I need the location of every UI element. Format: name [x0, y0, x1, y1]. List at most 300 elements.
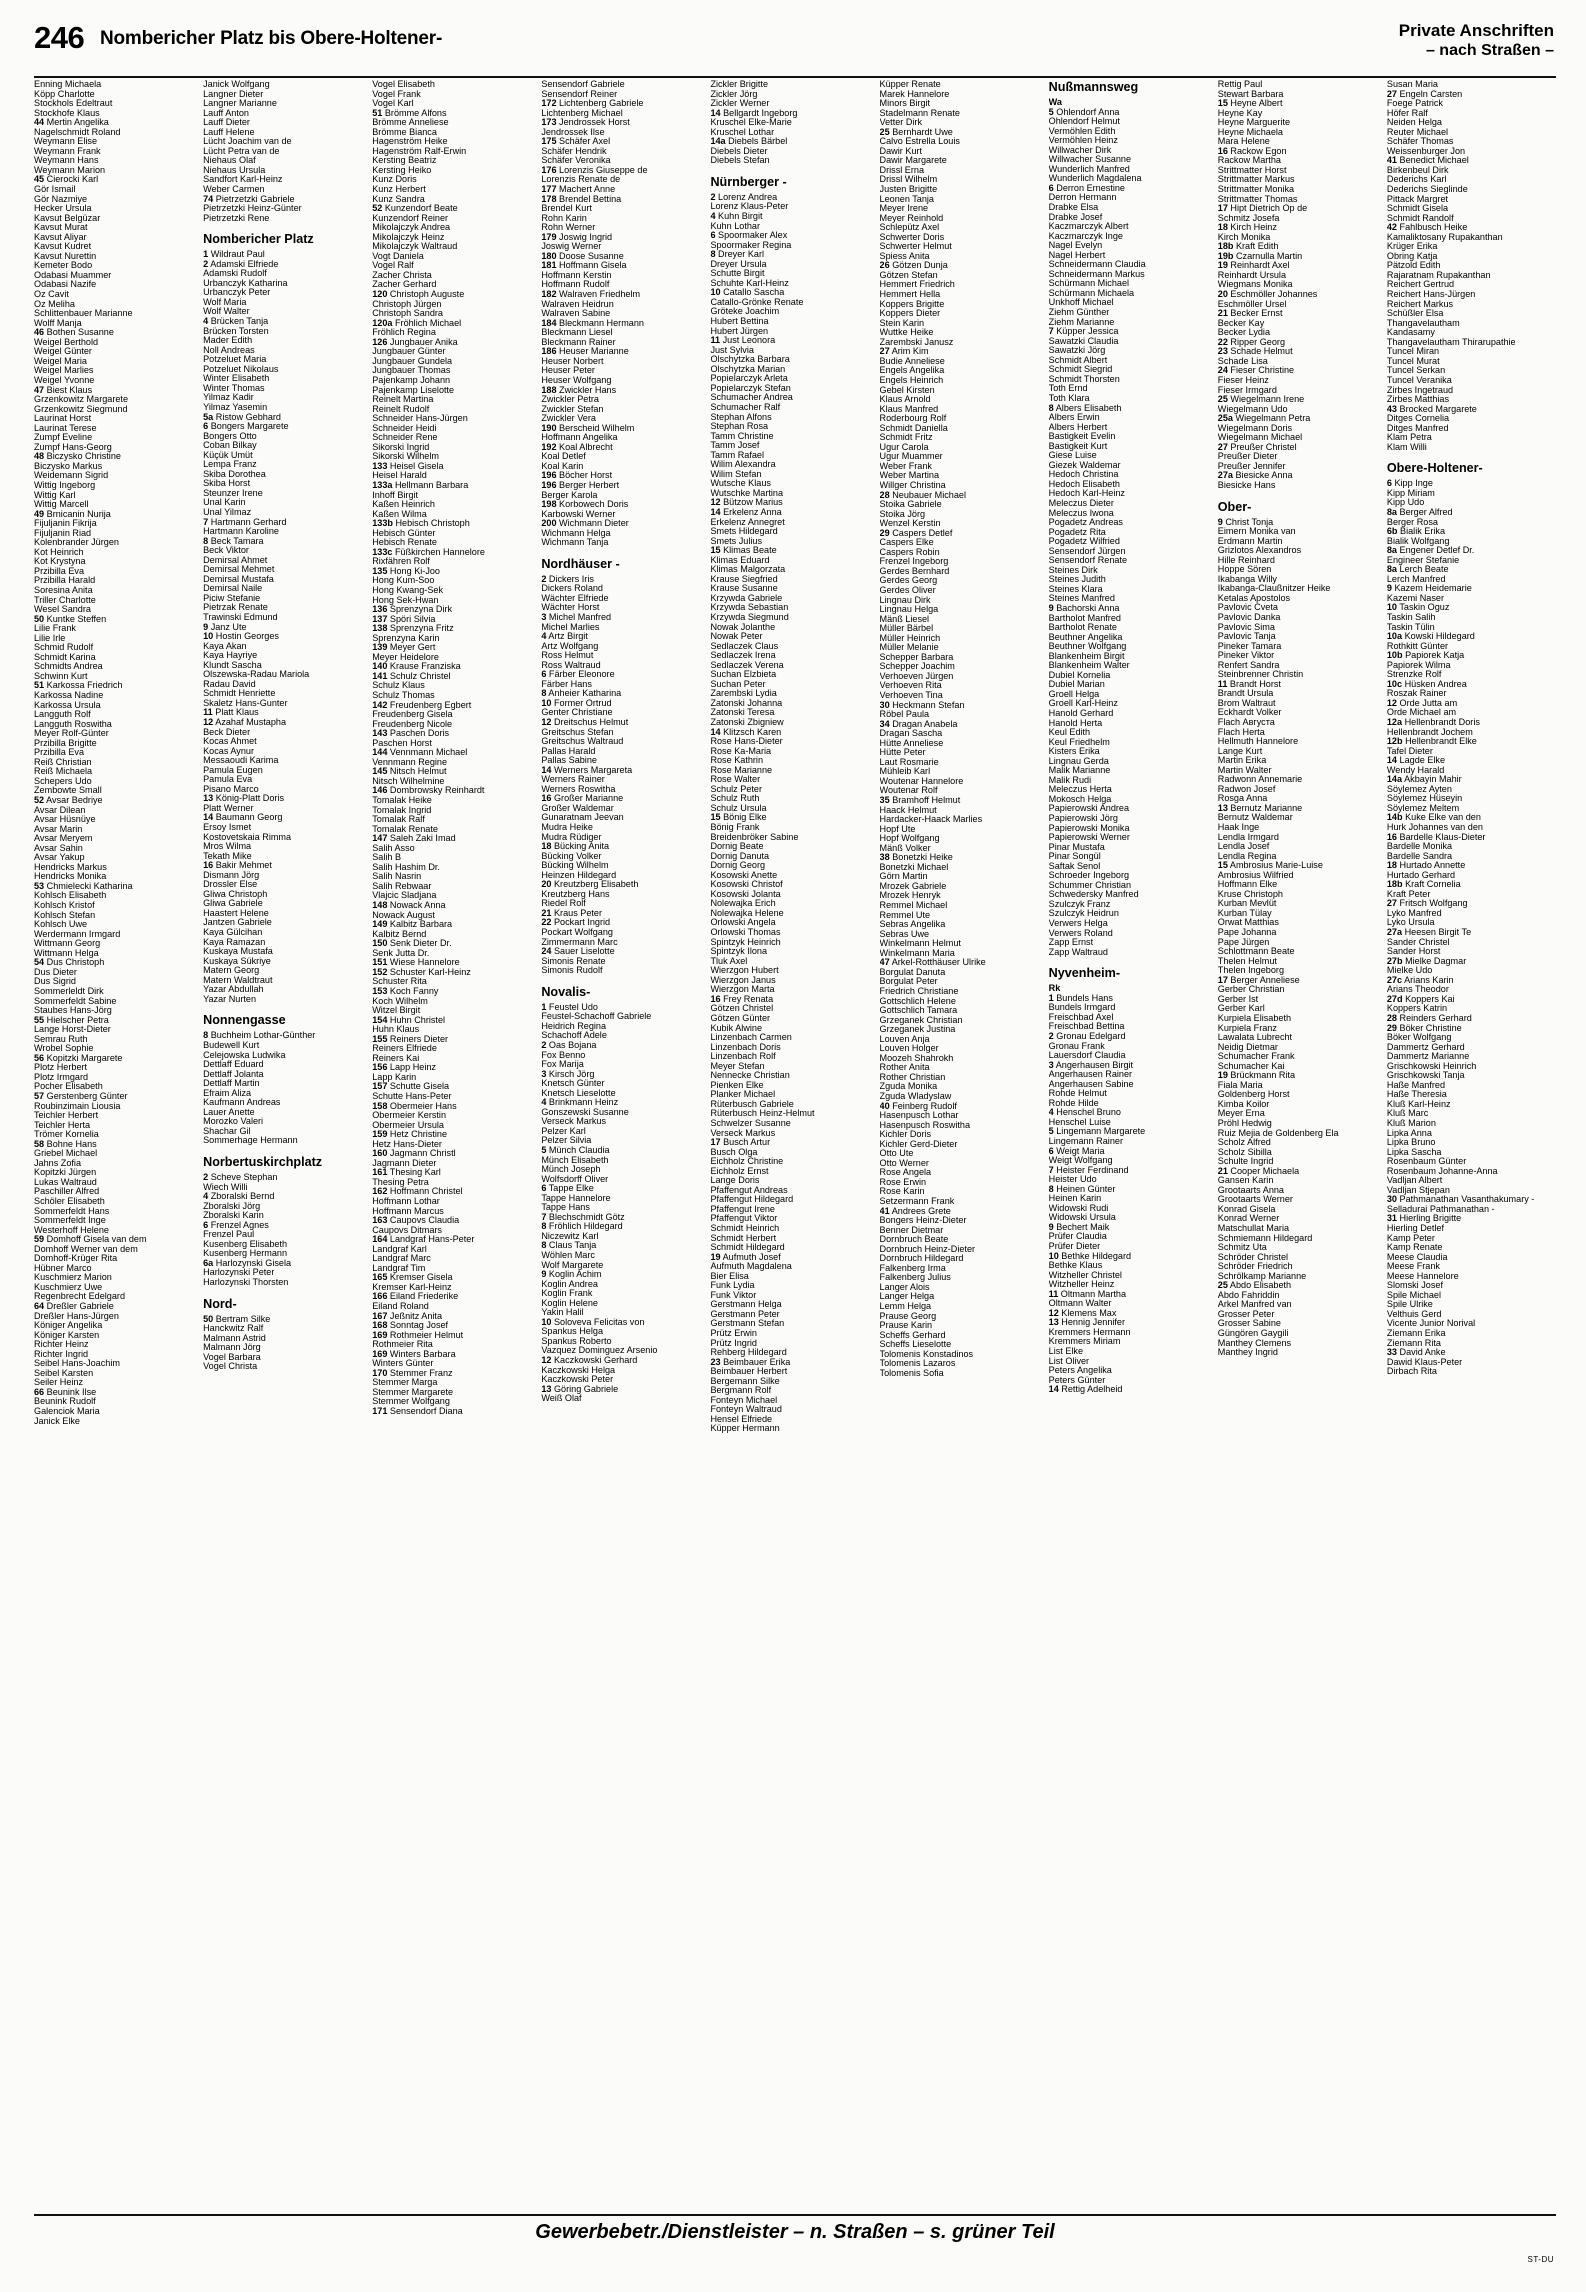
directory-entry: Zboralski Karin	[203, 1211, 264, 1221]
directory-entry: Dragan Sascha	[879, 729, 943, 739]
directory-entry: Grosser Peter	[1217, 1309, 1275, 1319]
directory-entry: Gonszewski Susanne	[541, 1107, 629, 1117]
directory-entry: 8 Anheier Katharina	[541, 689, 622, 699]
directory-entry: Haastert Helene	[203, 908, 269, 918]
directory-entry: Salih Hashim Dr.	[372, 862, 440, 872]
directory-entry: Verwers Helga	[1048, 919, 1108, 929]
directory-entry: 35 Bramhoff Helmut	[879, 796, 961, 806]
directory-entry: 44 Mertin Angelika	[34, 118, 109, 128]
directory-entry: 164 Landgraf Hans-Peter	[372, 1235, 475, 1245]
directory-entry: Seiler Heinz	[34, 1378, 84, 1388]
directory-entry: Kopitzki Jürgen	[34, 1168, 97, 1178]
directory-entry: Roubinzimain Liousia	[34, 1101, 121, 1111]
directory-entry: Hardacker-Haack Marlies	[879, 815, 983, 825]
header-section-label: Private Anschriften	[1398, 21, 1554, 40]
directory-entry: Kaczmarczyk Albert	[1048, 222, 1129, 232]
directory-entry: Linzenbach Rolf	[710, 1052, 776, 1062]
directory-entry: Eckhardt Volker	[1217, 708, 1282, 718]
directory-entry: Kuhn Lothar	[710, 221, 760, 231]
directory-entry: Malmann Jörg	[203, 1343, 261, 1353]
directory-entry: Vlajcic Sladjana	[372, 891, 437, 901]
directory-entry: 18b Kraft Edith	[1217, 242, 1279, 252]
directory-entry: Pfaffengut Hildegard	[710, 1195, 794, 1205]
directory-entry: Lingnau Gerda	[1048, 756, 1109, 766]
directory-entry: Kuskaya Sükriye	[203, 956, 271, 966]
directory-entry: Richter Heinz	[34, 1340, 89, 1350]
directory-entry: Engels Angelika	[879, 366, 945, 376]
directory-entry: Vermöhlen Edith	[1048, 126, 1116, 136]
directory-entry: Hopf Ute	[879, 824, 916, 834]
directory-entry: Grischkowski Tanja	[1386, 1071, 1465, 1081]
directory-entry: 58 Bohne Hans	[34, 1139, 97, 1149]
directory-entry: Celejowska Ludwika	[203, 1050, 286, 1060]
directory-entry: 136 Sprenzyna Dirk	[372, 605, 453, 615]
directory-entry: 7 Küpper Jessica	[1048, 327, 1119, 337]
directory-entry: Bergmann Rolf	[710, 1386, 772, 1396]
directory-entry: Pavlovic Danka	[1217, 612, 1281, 622]
directory-entry: Klimas Malgorzata	[710, 565, 786, 575]
directory-entry: Keul Edith	[1048, 728, 1091, 738]
directory-entry: 12 Kaczkowski Gerhard	[541, 1356, 638, 1365]
directory-entry: Heuser Peter	[541, 366, 595, 376]
directory-entry: 133 Heisel Gisela	[372, 461, 444, 471]
directory-entry: 190 Berscheid Wilhelm	[541, 423, 635, 433]
directory-entry: Lyko Manfred	[1386, 908, 1442, 918]
directory-entry: Münch Joseph	[541, 1165, 601, 1175]
directory-entry: 9 Kazem Heidemarie	[1386, 584, 1472, 594]
directory-entry: 8 Heinen Günter	[1048, 1184, 1116, 1194]
directory-entry: Werners Rainer	[541, 775, 605, 785]
directory-entry: Lukas Waltraud	[34, 1177, 97, 1187]
directory-entry: Haße Manfred	[1386, 1080, 1445, 1090]
directory-entry: Schürmann Michaela	[1048, 288, 1135, 298]
directory-entry: Nennecke Christian	[710, 1071, 790, 1081]
directory-entry: Zirbes Matthias	[1386, 395, 1450, 405]
directory-entry: Scheffs Gerhard	[879, 1330, 946, 1340]
directory-entry: 13 Bernutz Marianne	[1217, 803, 1303, 813]
directory-entry: 154 Huhn Christel	[372, 1015, 446, 1025]
directory-entry: Wierzgon Janus	[710, 975, 776, 985]
directory-entry: Strittmatter Monika	[1217, 185, 1295, 195]
directory-entry: Ziehm Günther	[1048, 308, 1110, 318]
directory-entry: Kazemi Naser	[1386, 593, 1444, 603]
directory-entry: Grootaarts Anna	[1217, 1185, 1284, 1195]
directory-entry: Rosga Anna	[1217, 794, 1268, 804]
directory-entry: Pfaffengut Viktor	[710, 1214, 778, 1224]
directory-entry: Biczysko Markus	[34, 461, 103, 471]
directory-entry: Kandasamy	[1386, 328, 1435, 338]
directory-entry: Wächter Horst	[541, 603, 600, 613]
directory-entry: Aufmuth Magdalena	[710, 1262, 792, 1272]
directory-entry: Drissl Erna	[879, 165, 925, 175]
directory-entry: Zumpf Eveline	[34, 433, 93, 443]
directory-entry: Werdermann Irmgard	[34, 929, 121, 939]
directory-entry: 12a Hellenbrandt Doris	[1386, 718, 1480, 727]
directory-entry: Fieser Heinz	[1217, 375, 1269, 385]
directory-entry: Müller Heinrich	[879, 633, 941, 643]
directory-entry: Bernutz Waldemar	[1217, 813, 1293, 823]
directory-entry: Heister Udo	[1048, 1175, 1097, 1185]
directory-entry: Nolewajka Erich	[710, 899, 776, 909]
directory-entry: Wutschke Martina	[710, 488, 784, 498]
directory-entry: Pfaffengut Irene	[710, 1204, 775, 1214]
directory-entry: Flach Herta	[1217, 727, 1265, 737]
directory-entry: Mühleib Karl	[879, 767, 931, 777]
directory-sheet	[34, 18, 1556, 2266]
directory-column	[1218, 80, 1387, 2212]
directory-entry: Rackow Martha	[1217, 156, 1281, 166]
directory-entry: Schmidt Daniella	[879, 423, 948, 433]
directory-entry: Zapp Waltraud	[1048, 947, 1108, 957]
directory-entry: Paschiller Alfred	[34, 1187, 100, 1197]
directory-entry: Vetter Dirk	[879, 118, 922, 128]
directory-entry: Bethke Klaus	[1048, 1261, 1103, 1271]
directory-entry: Stemmer Margarete	[372, 1387, 454, 1397]
directory-column	[541, 80, 710, 2212]
directory-entry: Söylemez Hüseyin	[1386, 794, 1463, 804]
directory-entry: 4 Artz Birgit	[541, 632, 588, 642]
directory-entry: Falkenberg Irma	[879, 1263, 946, 1273]
directory-entry: Schuhte Karl-Heinz	[710, 278, 789, 288]
directory-entry: Potzeluet Nikolaus	[203, 364, 279, 374]
directory-entry: Ruiz Mejia de Goldenberg Ela	[1217, 1128, 1339, 1138]
directory-entry: Frenzel Paul	[203, 1230, 255, 1240]
directory-entry: Zembowte Small	[34, 786, 102, 796]
directory-entry: Frenzel Ingeborg	[879, 557, 949, 567]
directory-entry: Huhn Klaus	[372, 1025, 420, 1035]
directory-entry: Olschytzka Marian	[710, 364, 786, 374]
directory-entry: Thesing Petra	[372, 1177, 429, 1187]
directory-entry: Heuser Norbert	[541, 356, 604, 366]
directory-entry: Bongers Heinz-Dieter	[879, 1216, 967, 1226]
directory-entry: Witzheller Heinz	[1048, 1280, 1115, 1290]
directory-entry: Prause Karin	[879, 1321, 933, 1331]
directory-entry: Ross Waltraud	[541, 660, 601, 670]
directory-entry: Beuthner Angelika	[1048, 632, 1123, 642]
directory-entry: Orwat Matthias	[1217, 918, 1279, 928]
directory-entry: Kichler Gerd-Dieter	[879, 1139, 958, 1149]
directory-entry: Matschullat Maria	[1217, 1223, 1290, 1233]
directory-entry: Wiegelmann Michael	[1217, 433, 1303, 443]
directory-entry: Schröder Friedrich	[1217, 1262, 1293, 1272]
directory-entry: Prause Georg	[879, 1311, 937, 1321]
directory-entry: 188 Zwickler Hans	[541, 385, 617, 395]
directory-entry: Thangavelautham Thirarupathie	[1386, 337, 1516, 347]
directory-entry: Tuncel Veranika	[1386, 375, 1452, 385]
directory-entry: Jungbauer Gundela	[372, 356, 453, 366]
directory-entry: Küçük Umüt	[203, 450, 253, 460]
directory-entry: 5a Ristow Gebhard	[203, 412, 281, 422]
directory-entry: 196 Böcher Horst	[541, 471, 613, 481]
directory-entry: Köpp Charlotte	[34, 89, 95, 99]
directory-entry: Dubiel Marian	[1048, 680, 1105, 690]
directory-entry: Kostovetskaia Rimma	[203, 832, 292, 842]
directory-entry: Kurban Tülay	[1217, 908, 1272, 918]
directory-entry: Koal Karin	[541, 461, 584, 471]
directory-entry: Lange Kurt	[1217, 746, 1263, 756]
directory-entry: Zboralski Jörg	[203, 1201, 261, 1211]
directory-entry: 2 Oas Bojana	[541, 1040, 597, 1050]
directory-entry: 52 Avsar Bedriye	[34, 796, 103, 806]
directory-entry: Vogel Christa	[203, 1362, 258, 1372]
directory-entry: Vogel Frank	[372, 89, 421, 99]
directory-entry: Dammertz Gerhard	[1386, 1042, 1465, 1052]
directory-entry: Strittmatter Markus	[1217, 175, 1295, 185]
directory-entry: Vicente Junior Norival	[1386, 1319, 1476, 1329]
directory-entry: Sikorski Ingrid	[372, 442, 430, 452]
directory-entry: Müller Melanie	[879, 643, 939, 653]
directory-entry: Richter Ingrid	[34, 1349, 89, 1359]
directory-entry: Küpper Renate	[879, 80, 941, 89]
directory-entry: 176 Lorenzis Giuseppe de	[541, 165, 648, 175]
directory-entry: Falkenberg Julius	[879, 1273, 951, 1283]
directory-entry: Keul Friedhelm	[1048, 737, 1110, 747]
directory-entry: Hütte Peter	[879, 748, 926, 758]
directory-entry: 15 Klimas Beate	[710, 546, 777, 556]
directory-entry: Walraven Heidrun	[541, 299, 614, 309]
directory-entry: Bleckmann Rainer	[541, 337, 616, 347]
directory-entry: Kluß Marion	[1386, 1118, 1436, 1128]
directory-entry: Heuser Wolfgang	[541, 375, 612, 385]
directory-entry: Reiß Michaela	[34, 767, 93, 777]
directory-entry: Spile Ulrike	[1386, 1300, 1433, 1310]
directory-entry: Taskin Tülin	[1386, 622, 1435, 632]
directory-entry: 139 Meyer Gert	[372, 643, 436, 653]
directory-entry: Preußer Dieter	[1217, 452, 1278, 462]
directory-entry: Zickler Jörg	[710, 89, 758, 99]
directory-entry: Pröhl Hedwig	[1217, 1118, 1272, 1128]
directory-entry: 161 Thesing Karl	[372, 1168, 441, 1178]
directory-entry: Fox Benno	[541, 1050, 586, 1060]
directory-entry: Bastigkeit Evelin	[1048, 432, 1116, 442]
directory-entry: Kosowski Christof	[710, 880, 783, 890]
directory-entry: Verhoeven Rita	[879, 681, 942, 691]
directory-entry: Langner Marianne	[203, 99, 277, 109]
directory-entry: Avsar Marin	[34, 824, 83, 834]
directory-entry: Hubert Jürgen	[710, 326, 769, 336]
directory-entry: Vennmann Regine	[372, 757, 448, 767]
directory-entry: Münch Elisabeth	[541, 1155, 609, 1165]
directory-entry: 1 Wildraut Paul	[203, 250, 265, 260]
directory-entry: Reichert Markus	[1386, 299, 1454, 309]
directory-entry: Niczewitz Karl	[541, 1231, 599, 1241]
directory-entry: 8 Buchheim Lothar-Günther	[203, 1031, 316, 1041]
directory-entry: Zwickler Vera	[541, 414, 596, 424]
directory-entry: Koal Detlef	[541, 452, 586, 462]
directory-entry: Genter Christiane	[541, 708, 613, 718]
directory-entry: Königer Angelika	[34, 1321, 103, 1331]
directory-entry: Bönig Frank	[710, 823, 760, 833]
directory-entry: 3 Michel Manfred	[541, 612, 612, 622]
directory-entry: Strittmatter Thomas	[1217, 194, 1298, 204]
directory-entry: Schwerter Helmut	[879, 242, 952, 252]
directory-entry: Kurpiela Elisabeth	[1217, 1013, 1292, 1023]
directory-entry: Kluß Marc	[1386, 1109, 1429, 1119]
directory-entry: Sander Christel	[1386, 937, 1450, 947]
directory-entry: Lilie Frank	[34, 624, 76, 634]
directory-entry: Lauer Anette	[203, 1107, 255, 1117]
directory-entry: Rohde Helmut	[1048, 1089, 1107, 1099]
directory-entry: Berger Karola	[541, 490, 598, 500]
street-heading: Nußmannsweg	[1048, 80, 1139, 94]
directory-entry: Eschmöller Ursel	[1217, 299, 1287, 309]
directory-entry: 27 Preußer Christel	[1217, 442, 1297, 452]
directory-entry: Becker Lydia	[1217, 328, 1270, 338]
directory-entry: Meyer Reinhold	[879, 213, 944, 223]
directory-entry: Pineker Viktor	[1217, 651, 1275, 661]
directory-entry: Roderbourg Rolf	[879, 414, 947, 424]
directory-entry: Höfer Ralf	[1386, 108, 1428, 118]
directory-entry: Sprenzyna Karin	[372, 633, 440, 643]
directory-entry: Hoffmann Lothar	[372, 1196, 440, 1206]
directory-entry: Dus Sigrid	[34, 977, 76, 987]
directory-entry: Szulczyk Heidrun	[1048, 909, 1119, 919]
directory-columns	[34, 80, 1556, 2212]
directory-entry: Demirsal Mustafa	[203, 574, 274, 584]
directory-entry: Dus Dieter	[34, 967, 77, 977]
directory-entry: 166 Eiland Friederike	[372, 1292, 459, 1302]
directory-entry: 13 Hennig Jennifer	[1048, 1318, 1126, 1328]
directory-entry: 5 Ohlendorf Anna	[1048, 107, 1120, 117]
directory-entry: Dettlaff Jolanta	[203, 1069, 264, 1079]
directory-entry: Kavsut Kudret	[34, 242, 92, 252]
directory-entry: Rosenbaum Johanne-Anna	[1386, 1166, 1498, 1176]
directory-entry: 50 Kuntke Steffen	[34, 614, 107, 624]
directory-entry: Vogel Karl	[372, 99, 414, 109]
directory-entry: 27 Arim Kim	[879, 347, 929, 357]
directory-entry: 10a Kowski Hildegard	[1386, 632, 1475, 642]
directory-entry: Groell Karl-Heinz	[1048, 699, 1118, 709]
directory-entry: Widowski Ursula	[1048, 1213, 1116, 1223]
directory-entry: Weber Martina	[879, 471, 940, 481]
directory-entry: Öz Cavit	[34, 290, 69, 300]
directory-entry: 50 Bertram Silke	[203, 1314, 271, 1324]
directory-entry: Bardelle Monika	[1386, 842, 1453, 852]
directory-entry: Freischbad Axel	[1048, 1012, 1114, 1022]
directory-entry: Radau David	[203, 679, 256, 689]
directory-entry: Eichholz Ernst	[710, 1166, 769, 1176]
directory-entry: Pocher Elisabeth	[34, 1082, 103, 1092]
directory-entry: 47 Arkel-Rotthäuser Ulrike	[879, 958, 986, 968]
directory-entry: Sommerhage Hermann	[203, 1136, 298, 1146]
directory-entry: Beimbauer Herbert	[710, 1367, 788, 1377]
directory-entry: Lipka Anna	[1386, 1128, 1432, 1138]
directory-entry: Stadelmann Renate	[879, 108, 960, 118]
directory-entry: Linzenbach Doris	[710, 1042, 781, 1052]
directory-entry: Soresina Anita	[34, 585, 93, 595]
directory-entry: Kaya Hayriye	[203, 651, 258, 661]
directory-entry: Angerhausen Sabine	[1048, 1079, 1134, 1089]
directory-entry: 165 Kremser Gisela	[372, 1273, 453, 1283]
directory-entry: Krzywda Gabriele	[710, 593, 783, 603]
directory-entry: Domhoff-Krüger Rita	[34, 1254, 118, 1264]
page-header	[34, 18, 1556, 78]
directory-entry: Böker Wolfgang	[1386, 1033, 1452, 1043]
directory-entry: Becker Kay	[1217, 318, 1265, 328]
directory-entry: Rother Christian	[879, 1072, 946, 1082]
directory-entry: Dederichs Karl	[1386, 175, 1447, 185]
directory-entry: 8a Berger Alfred	[1386, 507, 1453, 517]
directory-entry: 12 Dreitschus Helmut	[541, 718, 629, 727]
directory-entry: Rehberg Hildegard	[710, 1348, 787, 1358]
directory-entry: Steunzer Irene	[203, 488, 263, 498]
directory-entry: 169 Winters Barbara	[372, 1349, 456, 1359]
directory-entry: Hedoch Karl-Heinz	[1048, 489, 1125, 499]
directory-entry: Pamula Eva	[203, 775, 253, 785]
directory-entry: Weigel Maria	[34, 356, 87, 366]
directory-entry: 2 Lorenz Andrea	[710, 192, 778, 202]
directory-entry: Schlottmann Beate	[1217, 947, 1295, 957]
directory-entry: Tappe Hannelore	[541, 1193, 611, 1203]
directory-entry: Tolomenis Sofia	[879, 1368, 944, 1378]
directory-entry: Yilmaz Yasemin	[203, 402, 268, 412]
directory-entry: Lingnau Dirk	[879, 595, 931, 605]
directory-entry: Schüßler Elsa	[1386, 309, 1444, 319]
directory-entry: Wiegelmann Udo	[1217, 404, 1288, 414]
directory-entry: 24 Fieser Christine	[1217, 366, 1295, 376]
directory-entry: Landgraf Karl	[372, 1244, 427, 1254]
directory-entry: Dismann Jörg	[203, 870, 260, 880]
directory-entry: Pape Jürgen	[1217, 937, 1270, 947]
directory-entry: 177 Machert Anne	[541, 185, 616, 195]
directory-entry: 171 Sensendorf Diana	[372, 1407, 463, 1417]
directory-entry: Dornig Beate	[710, 842, 764, 852]
directory-entry: Nolewajka Helene	[710, 908, 784, 918]
directory-entry: List Oliver	[1048, 1356, 1090, 1366]
directory-entry: Langner Dieter	[203, 89, 264, 99]
directory-entry: Mader Edith	[203, 336, 253, 346]
directory-entry: Suchan Elzbieta	[710, 670, 777, 680]
directory-entry: Salih Rebwaar	[372, 881, 432, 891]
directory-entry: Wittmann Helga	[34, 948, 99, 958]
directory-entry: Weidemann Sigrid	[34, 471, 109, 481]
directory-entry: Schulz Peter	[710, 784, 762, 794]
directory-entry: 59 Domhoff Gisela van dem	[34, 1235, 147, 1245]
directory-entry: Verhoeven Tina	[879, 691, 943, 700]
directory-entry: Manthey Ingrid	[1217, 1348, 1278, 1358]
directory-entry: Wittig Ingeborg	[34, 480, 96, 490]
directory-entry: Orde Michael am	[1386, 708, 1457, 718]
directory-entry: 29 Caspers Detlef	[879, 528, 953, 538]
directory-entry: 4 Brinkmann Heinz	[541, 1098, 619, 1108]
directory-entry: Lipka Sascha	[1386, 1147, 1442, 1157]
directory-entry: Laurinat Horst	[34, 414, 92, 424]
directory-entry: Gröteke Joachim	[710, 307, 780, 317]
directory-entry: Verseck Markus	[541, 1117, 607, 1127]
directory-entry: Wesel Sandra	[34, 605, 91, 615]
directory-entry: Klimas Eduard	[710, 555, 770, 565]
directory-entry: Pietrzak Renate	[203, 603, 268, 613]
directory-entry: Piciw Stefanie	[203, 593, 261, 603]
directory-entry: Potzeluet Maria	[203, 355, 267, 365]
directory-entry: Gerber Ist	[1217, 994, 1259, 1004]
directory-entry: 42 Fahlbusch Heike	[1386, 223, 1468, 233]
directory-entry: 184 Bleckmann Hermann	[541, 318, 644, 328]
directory-entry: Heinen Karin	[1048, 1194, 1102, 1204]
directory-entry: 21 Kraus Peter	[541, 908, 602, 918]
directory-entry: Koglin Helene	[541, 1298, 598, 1308]
directory-entry: Wichmann Tanja	[541, 538, 609, 548]
directory-entry: Przibilla Harald	[34, 576, 96, 586]
directory-entry: Pineker Tamara	[1217, 641, 1282, 651]
directory-entry: Tamm Rafael	[710, 450, 765, 460]
directory-entry: Lapp Karin	[372, 1072, 417, 1082]
directory-entry: Yakin Halil	[541, 1308, 584, 1318]
directory-entry: Lipka Bruno	[1386, 1138, 1436, 1148]
directory-entry: 133a Hellmann Barbara	[372, 480, 469, 490]
directory-entry: 14 Bellgardt Ingeborg	[710, 108, 798, 118]
directory-entry: Freudenberg Nicole	[372, 719, 453, 729]
